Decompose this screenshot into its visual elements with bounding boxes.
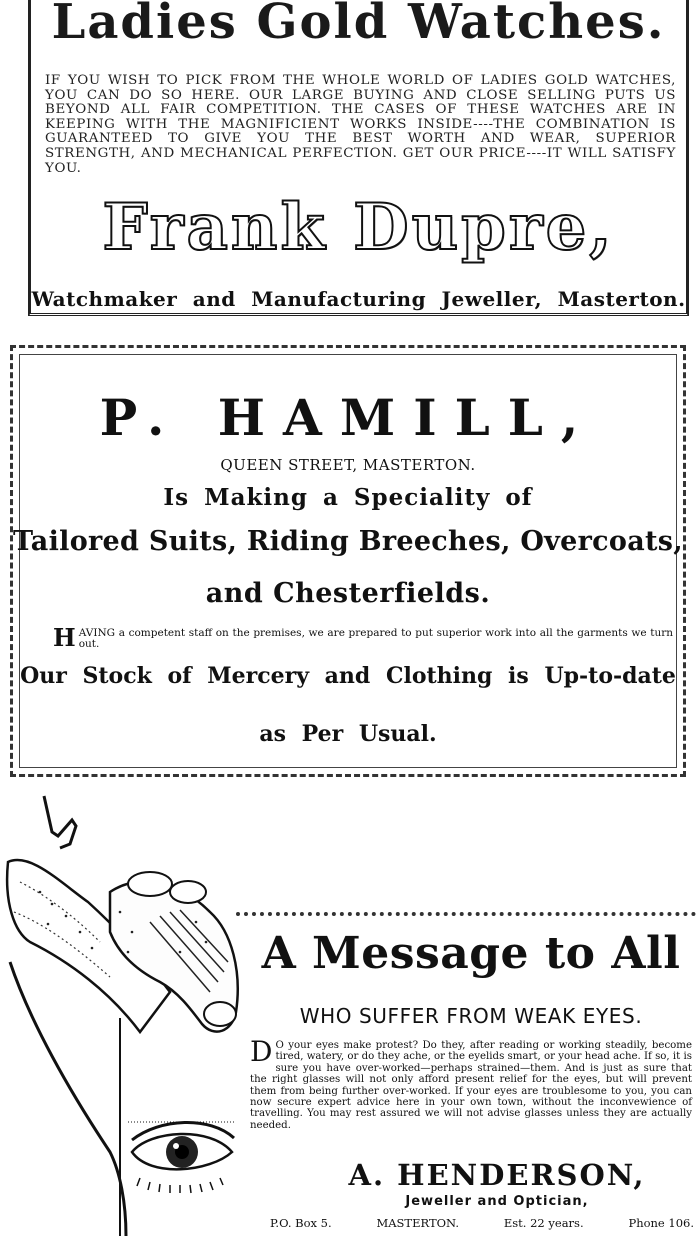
notice-dropcap: H	[53, 623, 76, 652]
usual-line: as Per Usual.	[259, 721, 437, 747]
advertiser-trade-line: Watchmaker and Manufacturing Jeweller, Masterton.	[31, 287, 686, 311]
notice-text: AVING a competent staff on the premises, we are prepared to put superior work into all the garments we turn out.	[78, 627, 673, 650]
ad-footer	[270, 1216, 694, 1230]
established: Est. 22 years.	[503, 1216, 584, 1230]
ad-subtitle: WHO SUFFER FROM WEAK EYES.	[299, 1004, 643, 1028]
goods-line-1: Tailored Suits, Riding Breeches, Overcoats,	[13, 526, 683, 557]
advertiser-name: Frank Dupre,	[102, 190, 615, 265]
ad-p-hamill	[10, 345, 686, 777]
phone: Phone 106.	[628, 1216, 694, 1230]
pointing-hand-illustration	[0, 792, 250, 1236]
speciality-heading: Is Making a Speciality of	[163, 484, 533, 511]
advertiser-name: A. HENDERSON,	[348, 1158, 646, 1192]
top-dotted-rule	[236, 912, 696, 916]
ad-title: A Message to All	[261, 928, 681, 979]
ad-body-text	[250, 1035, 692, 1131]
stock-line: Our Stock of Mercery and Clothing is Up-to-date	[20, 663, 676, 689]
advertiser-address: QUEEN STREET, MASTERTON.	[220, 456, 476, 474]
eye-icon	[128, 1122, 236, 1193]
body-dropcap: D	[250, 1035, 273, 1068]
advertiser-role: Jeweller and Optician,	[405, 1194, 589, 1209]
goods-line-2: and Chesterfields.	[205, 578, 491, 609]
town: MASTERTON.	[376, 1216, 460, 1230]
advertiser-name: P. HAMILL,	[99, 388, 597, 447]
ad-frank-dupre	[28, 0, 689, 316]
ad-title: Ladies Gold Watches.	[51, 0, 666, 50]
po-box: P.O. Box 5.	[270, 1216, 332, 1230]
ad-body-text: IF YOU WISH TO PICK FROM THE WHOLE WORLD OF LADIES GOLD WATCHES, YOU CAN DO SO HERE. OUR LARGE BUYING AND CLOSE SELLING PUTS US BEYOND ALL FAIR COMPETITION. THE CASES OF THESE WATCHES ARE IN KEEPING WITH THE MAGNIFICIENT WORKS INSIDE----THE COMBINATION IS GUARANTEED TO GIVE YOU THE BEST WORTH AND WEAR, SUPERIOR STRENGTH, AND MECHANICAL PERFECTION. GET OUR PRICE----IT WILL SATISFY YOU.	[45, 73, 676, 176]
staff-notice	[53, 623, 673, 652]
body-text: O your eyes make protest? Do they, after reading or working steadily, become tired, watery, or do they ache, or the eyelids smart, or your head ache. If so, it is sure you have over-worked—perhaps strained—them. And is just as sure that the right glasses will not only afford present relief for the eyes, but will prevent them from being further over-worked. If your eyes are troublesome to you, you can now secure expert advice here in your own town, without the inconvewience of travelling. You may rest assured we will not advise glasses unless they are actually needed.	[250, 1040, 692, 1131]
